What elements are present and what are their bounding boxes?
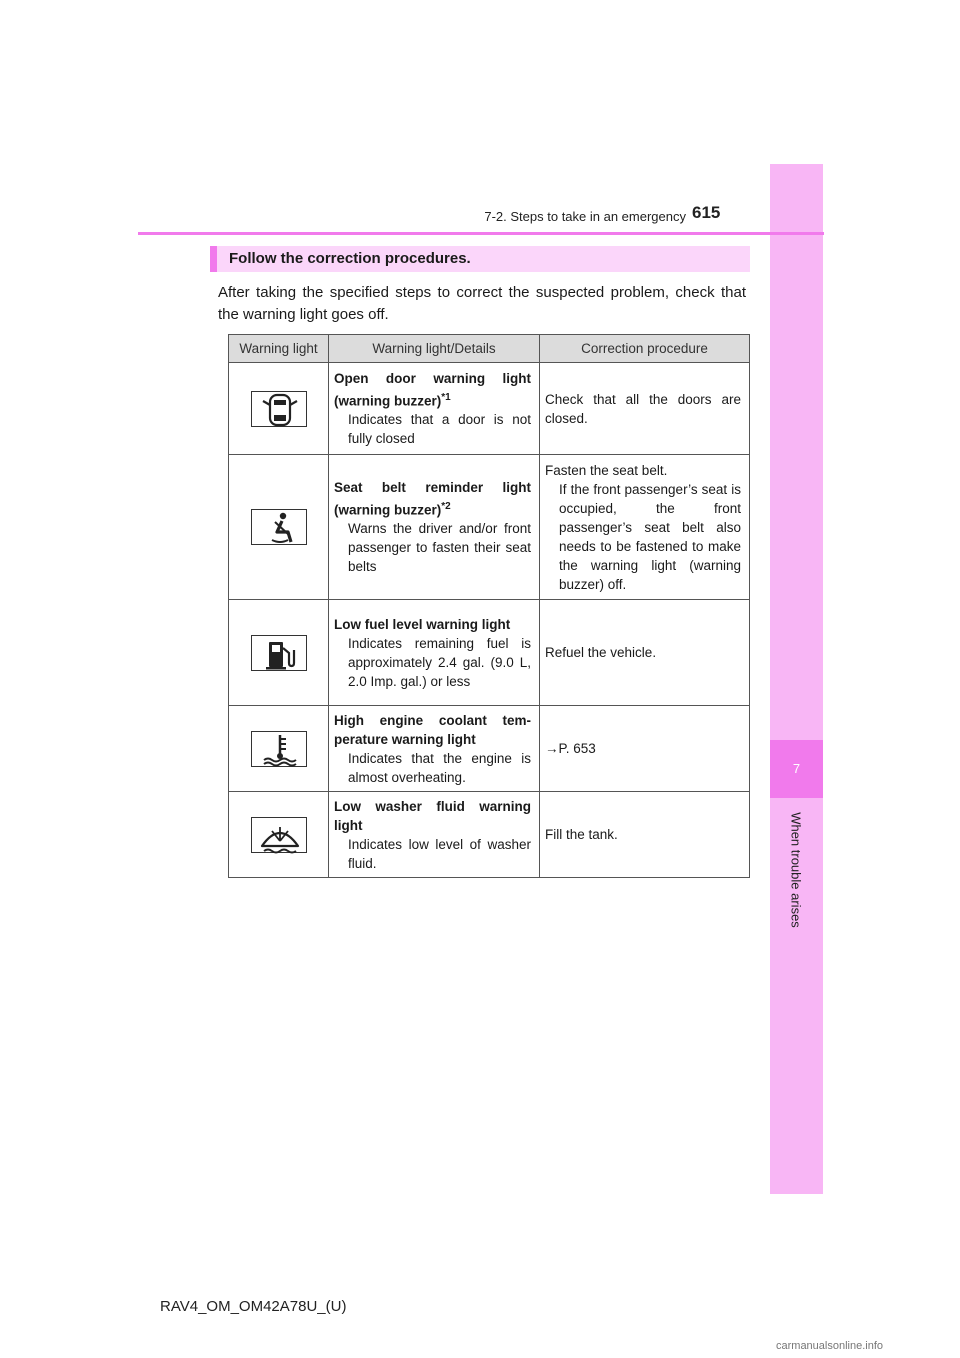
footnote-marker: *1 — [441, 391, 451, 403]
warning-detail: Indicates remaining fuel is approximately 2.4 gal. (9.0 L, 2.0 Imp. gal.) or less — [348, 635, 531, 689]
table-row — [229, 363, 750, 455]
column-header-warning-light: Warning light — [229, 335, 329, 363]
table-row — [229, 600, 750, 706]
correction-cell — [540, 455, 750, 600]
warning-title: Open door warning light (warning buzzer) — [334, 370, 531, 409]
correction-text: Fill the tank. — [545, 827, 618, 842]
warning-title: Seat belt reminder light (warning buzzer) — [334, 479, 531, 518]
correction-cell — [540, 363, 750, 455]
icon-cell — [229, 600, 329, 706]
detail-cell — [329, 600, 540, 706]
table-row — [229, 792, 750, 878]
detail-cell — [329, 706, 540, 792]
warning-detail: Indicates that the engine is almost overheating. — [348, 750, 531, 785]
detail-cell — [329, 363, 540, 455]
document-code: RAV4_OM_OM42A78U_(U) — [160, 1298, 347, 1315]
header-divider — [138, 232, 824, 235]
table-row — [229, 706, 750, 792]
icon-cell — [229, 792, 329, 878]
footnote-marker: *2 — [441, 500, 451, 512]
watermark: carmanualsonline.info — [776, 1340, 884, 1352]
section-heading-text: Follow the correction procedures. — [229, 250, 471, 267]
washer-fluid-icon — [251, 817, 307, 853]
warning-light-table — [228, 334, 750, 878]
coolant-temperature-icon — [251, 731, 307, 767]
warning-detail: Warns the driver and/or front passenger to fasten their seat belts — [348, 521, 531, 575]
warning-title: High engine coolant tem-perature warning light — [334, 712, 531, 747]
correction-cell — [540, 706, 750, 792]
correction-detail: If the front passenger’s seat is occupied, the front passenger’s seat belt also needs to be fastened to make the warning light (warning buzzer) off. — [559, 481, 741, 592]
correction-cell — [540, 792, 750, 878]
column-header-correction: Correction procedure — [540, 335, 750, 363]
warning-title: Low washer fluid warning light — [334, 798, 531, 833]
correction-text: Fasten the seat belt. — [545, 462, 668, 478]
section-heading — [210, 246, 750, 272]
side-tab — [770, 164, 823, 1194]
chapter-number: 7 — [792, 761, 801, 776]
icon-cell — [229, 455, 329, 600]
warning-detail: Indicates low level of washer fluid. — [348, 836, 531, 871]
chapter-label: When trouble arises — [788, 812, 804, 928]
warning-title: Low fuel level warning light — [334, 616, 511, 632]
correction-text: Refuel the vehicle. — [545, 645, 657, 660]
section-title: 7-2. Steps to take in an emergency — [484, 209, 686, 224]
intro-paragraph: After taking the specified steps to correct the suspected problem, check that the warning light goes off. — [218, 284, 746, 323]
table-row — [229, 455, 750, 600]
fuel-pump-icon — [251, 635, 307, 671]
warning-detail: Indicates that a door is not fully closed — [348, 412, 531, 447]
column-header-details: Warning light/Details — [329, 335, 540, 363]
open-door-icon — [251, 391, 307, 427]
seat-belt-icon — [251, 509, 307, 545]
icon-cell — [229, 363, 329, 455]
detail-cell — [329, 455, 540, 600]
correction-text: →P. 653 — [545, 741, 596, 756]
correction-cell — [540, 600, 750, 706]
correction-text: Check that all the doors are closed. — [545, 391, 741, 426]
table-header-row — [229, 335, 750, 363]
icon-cell — [229, 706, 329, 792]
page-number: 615 — [692, 203, 721, 222]
detail-cell — [329, 792, 540, 878]
